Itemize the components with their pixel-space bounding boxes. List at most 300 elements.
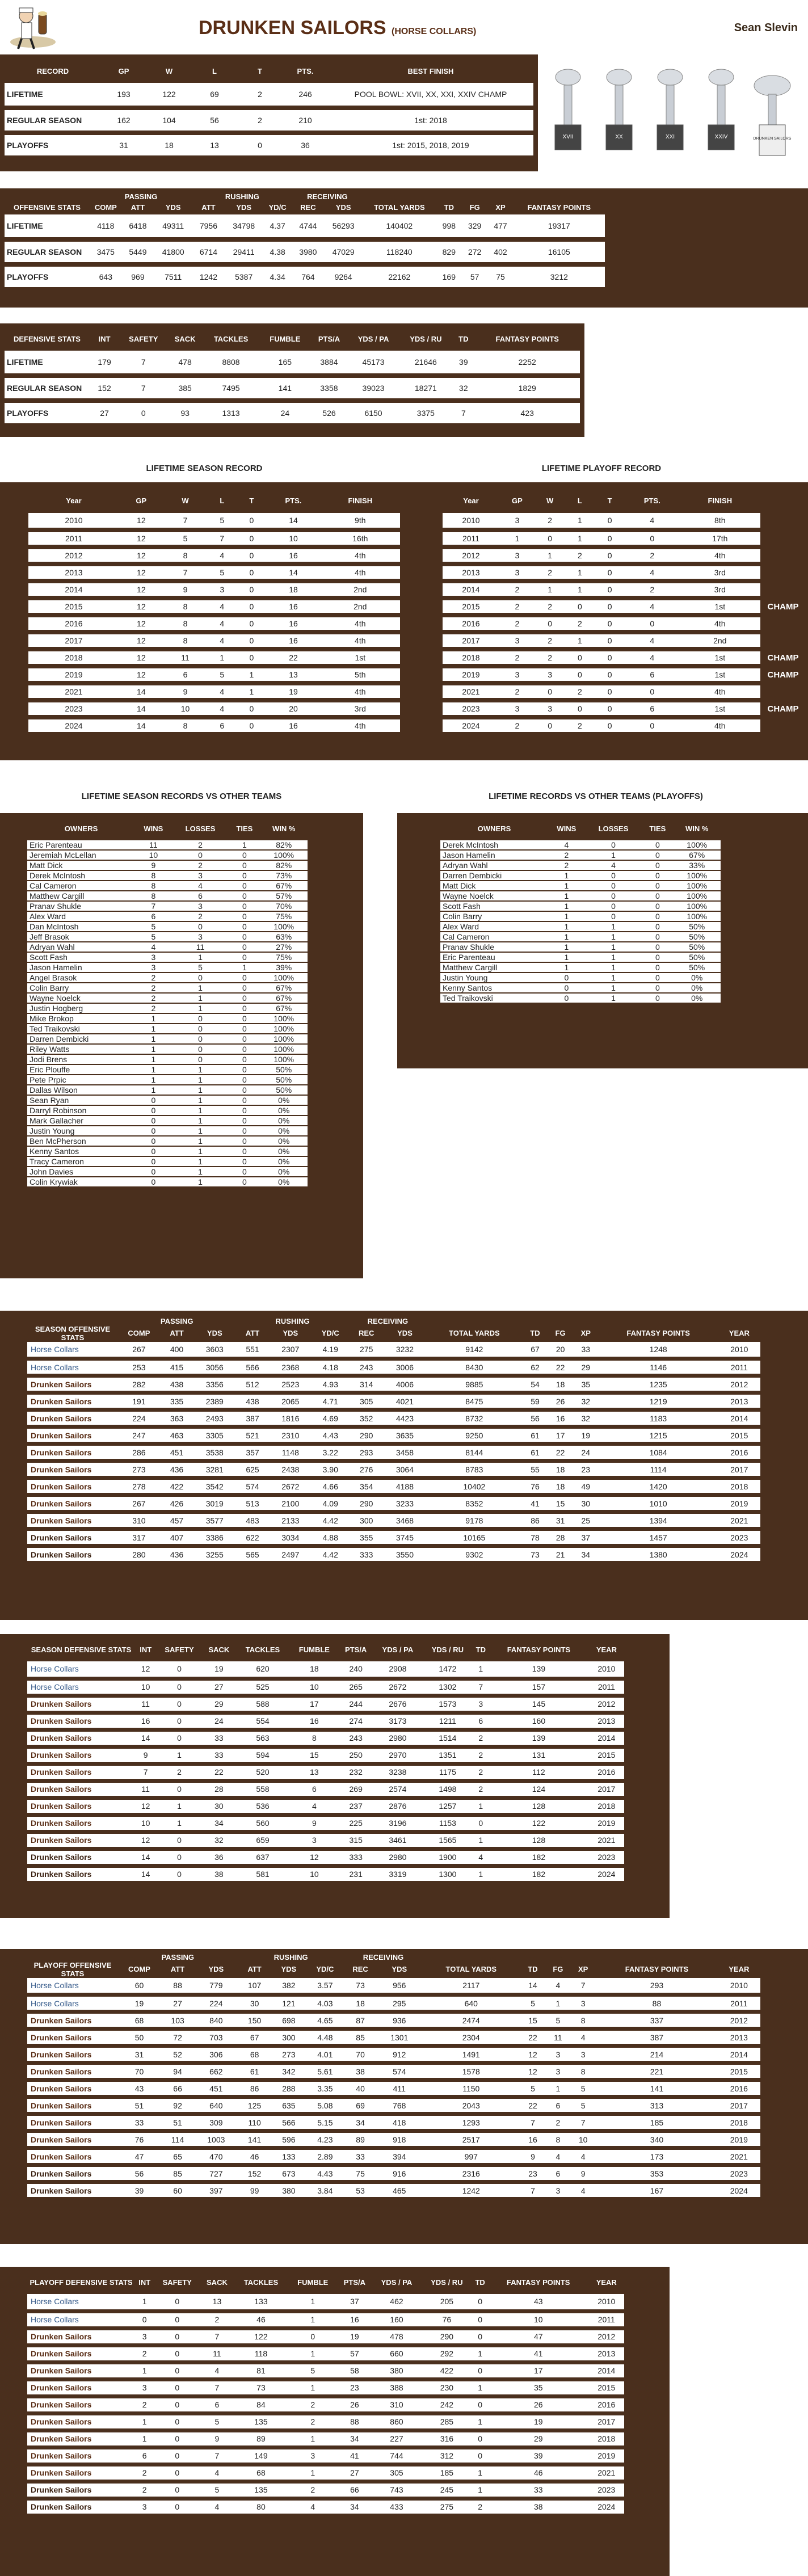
table-row (27, 1461, 760, 1478)
cell: 3 (172, 901, 229, 911)
cell: 2 (172, 840, 229, 850)
cell: 305 (350, 1393, 384, 1410)
cell: 7 (200, 2328, 234, 2345)
playoff-offense-table (27, 1954, 760, 2201)
vs-playoffs-panel (397, 813, 808, 1068)
cell: 388 (372, 2379, 421, 2396)
cell: 65 (161, 2148, 195, 2165)
trophy-icon (754, 75, 792, 155)
cell: 16 (520, 2131, 545, 2148)
cell: 69 (192, 83, 237, 108)
cell: 1 (546, 1995, 570, 2012)
cell: 140402 (363, 214, 436, 239)
cell: 0 (172, 1034, 229, 1044)
cell: 88 (337, 2413, 372, 2430)
column-header: YDS (281, 1965, 297, 1974)
cell: 243 (350, 1359, 384, 1376)
table-row (27, 2345, 624, 2362)
cell: 165 (259, 351, 310, 376)
cell: 36 (283, 133, 328, 158)
column-header: OWNERS (477, 824, 511, 833)
playoff-defense-panel (0, 2267, 670, 2576)
cell: 60 (118, 1978, 161, 1995)
cell: 3281 (193, 1461, 235, 1478)
table-row (27, 891, 308, 901)
cell: 7 (135, 901, 172, 911)
cell: 11 (546, 2029, 570, 2046)
cell: 1 (585, 942, 642, 952)
cell: 1150 (422, 2080, 520, 2097)
header-row (440, 818, 721, 840)
cell: 4 (548, 840, 585, 850)
cell: 2 (535, 564, 565, 581)
table-row (27, 2148, 760, 2165)
group-header (27, 1318, 118, 1325)
cell: 275 (350, 1342, 384, 1359)
cell: 1 (135, 2362, 154, 2379)
cell: 0 (229, 860, 260, 870)
cell: 73 (234, 2379, 288, 2396)
cell: 14 (135, 1866, 156, 1883)
cell: 173 (596, 2148, 717, 2165)
column-header: Year (463, 496, 479, 505)
column-header: TD (475, 2278, 485, 2287)
cell: 39% (260, 962, 308, 973)
row-label: Adryan Wahl (27, 942, 135, 952)
cell: 1 (473, 1661, 489, 1678)
cell: 0 (595, 717, 625, 734)
cell: 2389 (193, 1393, 235, 1410)
column-header: FANTASY POINTS (527, 203, 591, 212)
cell: 521 (235, 1427, 269, 1444)
cell: 75 (344, 2165, 377, 2182)
cell: 11 (135, 1781, 156, 1798)
cell: 3 (535, 666, 565, 683)
cell: 2012 (718, 1376, 760, 1393)
row-label: Cal Cameron (27, 881, 135, 891)
defense-table (5, 328, 580, 428)
cell: 18 (266, 581, 320, 598)
cell: 118240 (363, 239, 436, 264)
cell: 2014 (589, 1729, 624, 1746)
cell: 0 (156, 1781, 202, 1798)
cell: 4 (625, 598, 680, 615)
cell: 2 (288, 2413, 337, 2430)
column-header: SACK (174, 334, 196, 343)
cell: 1351 (422, 1746, 473, 1763)
cell: 141 (596, 2080, 717, 2097)
cell: 34 (573, 1546, 599, 1563)
cell: 62 (523, 1359, 548, 1376)
group-header: RUSHING (273, 1953, 308, 1962)
column-header: REC (359, 1329, 374, 1338)
cell: 520 (235, 1763, 290, 1781)
cell: 14 (266, 564, 320, 581)
row-label: 2018 (443, 649, 499, 666)
column-header: GP (511, 496, 523, 505)
column-header: REC (352, 1965, 368, 1974)
cell: 4 (200, 2498, 234, 2515)
cell: 2 (473, 1763, 489, 1781)
cell: 0 (642, 983, 673, 993)
cell: 4.01 (306, 2046, 344, 2063)
cell: 4.09 (312, 1495, 350, 1512)
cell: 4.66 (312, 1478, 350, 1495)
cell: 103 (161, 2012, 195, 2029)
cell: 565 (235, 1546, 269, 1563)
cell: 245 (422, 2481, 473, 2498)
cell: 698 (272, 2012, 306, 2029)
table-row (27, 921, 308, 932)
column-header: FUMBLE (270, 334, 301, 343)
row-label: Pranav Shukle (27, 901, 135, 911)
cell: 43 (118, 2080, 161, 2097)
cell: 19 (266, 683, 320, 700)
cell: 2 (200, 2311, 234, 2328)
cell: 29 (488, 2430, 589, 2447)
cell: 1565 (422, 1832, 473, 1849)
cell: 9 (290, 1815, 339, 1832)
cell: 16105 (514, 239, 605, 264)
cell: 160 (372, 2311, 421, 2328)
table-row (27, 2362, 624, 2379)
cell: 47 (488, 2328, 589, 2345)
row-label: Drunken Sailors (27, 1695, 135, 1712)
cell: 33 (203, 1746, 235, 1763)
cell: 6 (625, 666, 680, 683)
vs-season-table (27, 818, 308, 1188)
table-row (443, 598, 806, 615)
table-row (440, 973, 721, 983)
cell: 232 (339, 1763, 373, 1781)
table-row (440, 993, 721, 1003)
cell: 2 (499, 615, 535, 632)
cell: 37 (337, 2294, 372, 2311)
cell: 0 (156, 1661, 202, 1678)
cell: 100% (260, 1044, 308, 1054)
table-row (440, 901, 721, 911)
row-label: Drunken Sailors (27, 1746, 135, 1763)
cell: 250 (339, 1746, 373, 1763)
cell: 56293 (324, 214, 363, 239)
cell: 133 (272, 2148, 306, 2165)
cell: 0 (585, 881, 642, 891)
cell: 956 (376, 1978, 422, 1995)
column-header: PTS/A (345, 1645, 367, 1654)
cell: 4 (290, 1798, 339, 1815)
cell: 141 (259, 376, 310, 401)
cell: 51 (118, 2097, 161, 2114)
cell: 11 (172, 942, 229, 952)
cell: 57% (260, 891, 308, 901)
cell: 0 (237, 598, 266, 615)
cell: 0 (595, 581, 625, 598)
column-header: FINISH (708, 496, 733, 505)
cell: 19317 (514, 214, 605, 239)
table-row (27, 1512, 760, 1529)
cell: 1 (548, 870, 585, 881)
cell: 5 (546, 2012, 570, 2029)
cell: 310 (118, 1512, 160, 1529)
cell: 3 (473, 1695, 489, 1712)
cell: 0% (260, 1116, 308, 1126)
cell: 2014 (718, 1410, 760, 1427)
cell: 3.84 (306, 2182, 344, 2199)
cell: 41 (488, 2345, 589, 2362)
cell: 0 (625, 615, 680, 632)
cell: 0 (642, 993, 673, 1003)
cell: 141 (237, 2131, 271, 2148)
cell: 1 (135, 2413, 154, 2430)
cell: 225 (339, 1815, 373, 1832)
row-label: 2024 (443, 717, 499, 734)
table-row (443, 564, 806, 581)
cell: 2 (625, 581, 680, 598)
vs-playoffs-title: LIFETIME RECORDS VS OTHER TEAMS (PLAYOFFS) (489, 792, 703, 801)
cell: 20 (266, 700, 320, 717)
cell: 274 (339, 1712, 373, 1729)
cell: 11 (200, 2345, 234, 2362)
cell: 4 (207, 547, 237, 564)
cell: 0 (595, 700, 625, 717)
cell: 100% (673, 870, 721, 881)
cell: 4.38 (263, 239, 292, 264)
cell: 72 (161, 2029, 195, 2046)
column-header: YD/C (268, 203, 287, 212)
cell: 0% (260, 1177, 308, 1187)
cell: 4 (625, 513, 680, 530)
table-row (5, 376, 580, 401)
cell: 16 (266, 547, 320, 564)
cell: 25 (573, 1512, 599, 1529)
cell: 2nd (680, 632, 760, 649)
cell: 4.93 (312, 1376, 350, 1393)
cell: 3319 (373, 1866, 423, 1883)
table-row (27, 1781, 624, 1798)
cell: 3173 (373, 1712, 423, 1729)
cell: 3550 (384, 1546, 426, 1563)
cell: 10 (135, 1678, 156, 1695)
cell: 67% (260, 1003, 308, 1013)
cell: 0 (135, 1146, 172, 1156)
cell: 4.48 (306, 2029, 344, 2046)
cell: 1 (548, 952, 585, 962)
row-label: Drunken Sailors (27, 2114, 118, 2131)
group-header: RECEIVING (363, 1953, 404, 1962)
cell: 3 (499, 513, 535, 530)
header-row (27, 1639, 624, 1661)
cell: 333 (339, 1849, 373, 1866)
cell: 4.23 (306, 2131, 344, 2148)
cell: 0 (472, 2396, 488, 2413)
cell: 210 (283, 108, 328, 133)
column-header: YD/C (316, 1965, 334, 1974)
cell: 0 (548, 993, 585, 1003)
table-row (28, 700, 400, 717)
row-label: Alex Ward (27, 911, 135, 921)
cell: 4th (321, 632, 400, 649)
cell: 1 (548, 911, 585, 921)
cell: 0 (585, 901, 642, 911)
cell: 128 (489, 1832, 589, 1849)
cell: 3 (135, 952, 172, 962)
table-row (27, 1013, 308, 1024)
row-label: Dallas Wilson (27, 1085, 135, 1095)
cell: 0 (229, 881, 260, 891)
cell: 1 (472, 2413, 488, 2430)
row-label: Drunken Sailors (27, 2464, 135, 2481)
cell: 3 (499, 666, 535, 683)
row-label: PLAYOFFS (5, 133, 101, 158)
table-row (27, 1729, 624, 1746)
cell: 4423 (384, 1410, 426, 1427)
cell: 38 (344, 2063, 377, 2080)
cell: 107 (237, 1978, 271, 1995)
row-label: LIFETIME (5, 214, 90, 239)
cell: 1 (229, 962, 260, 973)
row-label: Drunken Sailors (27, 2413, 135, 2430)
column-header: COMP (94, 203, 117, 212)
cell: 0 (535, 530, 565, 547)
column-header: YDS (397, 1329, 413, 1338)
cell: 7511 (154, 264, 192, 289)
cell: 7 (520, 2182, 545, 2199)
table-row (27, 1342, 760, 1359)
cell: 224 (195, 1995, 237, 2012)
cell: 50% (673, 942, 721, 952)
cell: 0 (135, 1126, 172, 1136)
cell: 354 (350, 1478, 384, 1495)
cell: 100% (260, 1013, 308, 1024)
table-row (27, 2063, 760, 2080)
champ-label: CHAMP (760, 649, 806, 666)
cell: 551 (235, 1342, 269, 1359)
cell: 231 (339, 1866, 373, 1883)
cell: 139 (489, 1661, 589, 1678)
cell: 12 (119, 564, 163, 581)
cell: 0 (237, 547, 266, 564)
cell: 1573 (422, 1695, 473, 1712)
cell: 185 (596, 2114, 717, 2131)
cell: 465 (376, 2182, 422, 2199)
cell: 122 (146, 83, 192, 108)
table-row (440, 860, 721, 870)
cell: 18 (146, 133, 192, 158)
row-label: Matthew Cargill (440, 962, 548, 973)
cell: 1175 (422, 1763, 473, 1781)
table-row (443, 717, 806, 734)
cell: 829 (436, 239, 462, 264)
cell: 0 (625, 717, 680, 734)
cell: 1010 (599, 1495, 718, 1512)
row-label: Horse Collars (27, 1995, 118, 2012)
column-header: FG (469, 203, 480, 212)
cell: 28 (548, 1529, 573, 1546)
row-label: Drunken Sailors (27, 1849, 135, 1866)
column-header: L (220, 496, 225, 505)
cell: 9 (163, 581, 208, 598)
cell: 2 (135, 993, 172, 1003)
cell: 16 (290, 1712, 339, 1729)
cell: 128 (489, 1798, 589, 1815)
cell: 2011 (589, 1678, 624, 1695)
cell: 1 (172, 1075, 229, 1085)
table-row (27, 1116, 308, 1126)
cell: 10 (290, 1678, 339, 1695)
column-header: LOSSES (598, 824, 629, 833)
row-label: Ted Traikovski (440, 993, 548, 1003)
row-label: 2015 (28, 598, 119, 615)
column-header: TACKLES (245, 1645, 280, 1654)
cell: 75% (260, 952, 308, 962)
table-row (27, 1849, 624, 1866)
cell: 38 (488, 2498, 589, 2515)
cell: 1 (548, 942, 585, 952)
cell: 0 (229, 1146, 260, 1156)
cell: 0 (548, 983, 585, 993)
table-row (28, 513, 400, 530)
cell: 0% (673, 973, 721, 983)
cell: 278 (118, 1478, 160, 1495)
cell: 3 (135, 2328, 154, 2345)
cell: 1 (288, 2311, 337, 2328)
cell: 23 (573, 1461, 599, 1478)
cell: 2908 (373, 1661, 423, 1678)
cell: 7 (520, 2114, 545, 2131)
group-header-row (27, 1954, 760, 1962)
column-header: INT (98, 334, 111, 343)
cell: 66 (337, 2481, 372, 2498)
cell: 11 (135, 1695, 156, 1712)
cell: 387 (596, 2029, 717, 2046)
cell: 411 (376, 2080, 422, 2097)
cell: 22162 (363, 264, 436, 289)
cell: 1 (288, 2294, 337, 2311)
cell: 1 (237, 666, 266, 683)
cell: 426 (160, 1495, 193, 1512)
cell: 558 (235, 1781, 290, 1798)
table-row (27, 1763, 624, 1781)
cell: 9 (520, 2148, 545, 2165)
row-label: 2010 (28, 513, 119, 530)
season-defense-panel (0, 1634, 670, 1918)
cell: 49 (573, 1478, 599, 1495)
cell: 2876 (373, 1798, 423, 1815)
cell: 28 (203, 1781, 235, 1798)
cell: 451 (160, 1444, 193, 1461)
row-label: LIFETIME (5, 83, 101, 108)
column-header: YDS / RU (431, 1645, 464, 1654)
cell: 0 (229, 891, 260, 901)
row-label: Drunken Sailors (27, 1729, 135, 1746)
row-label: LIFETIME (5, 351, 90, 376)
cell: 46 (234, 2311, 288, 2328)
cell: 8144 (426, 1444, 523, 1461)
table-row (440, 881, 721, 891)
table-row (5, 214, 605, 239)
cell: 8 (163, 632, 208, 649)
cell: 14 (119, 683, 163, 700)
cell: 100% (260, 921, 308, 932)
cell: 1 (473, 1832, 489, 1849)
cell: 840 (195, 2012, 237, 2029)
cell: 12 (119, 598, 163, 615)
cell: 6 (163, 666, 208, 683)
cell: POOL BOWL: XVII, XX, XXI, XXIV CHAMP (328, 83, 533, 108)
cell: 3006 (384, 1359, 426, 1376)
row-label: Ben McPherson (27, 1136, 135, 1146)
group-header-row (5, 193, 605, 201)
